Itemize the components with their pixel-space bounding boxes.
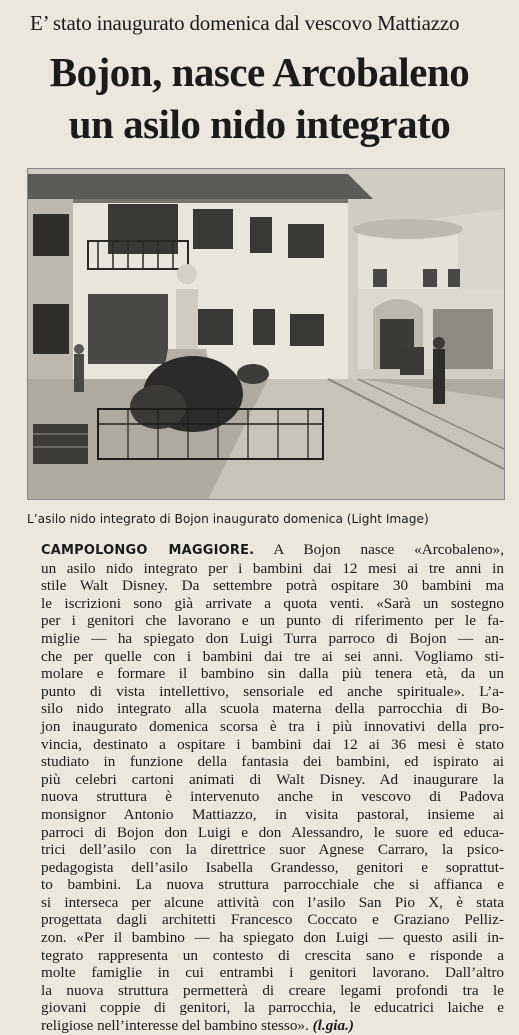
article-dateline: CAMPOLONGO MAGGIORE. — [41, 543, 255, 558]
article-headline — [0, 46, 519, 150]
article-line: miglie — ha spiegato don Luigi Turra parroco di Bojon — an- — [41, 629, 504, 647]
article-line: zon. «Per il bambino — ha spiegato don Luigi — questo asili in- — [41, 929, 504, 947]
article-line: parroci di Bojon don Luigi e don Alessandro, le suore ed educa- — [41, 823, 504, 841]
article-line: silo nido integrato alla scuola materna della parrocchia di Bo- — [41, 700, 504, 718]
article-line: per i genitori che lavorano e un punto di riferimento per le fa- — [41, 612, 504, 630]
article-line: le iscrizioni sono già arrivate a quota venti. «Sarà un sostegno — [41, 594, 504, 612]
article-line: un asilo nido integrato per i bambini dai 12 mesi ai tre anni in — [41, 559, 504, 577]
headline-line-2: un asilo nido integrato — [68, 101, 451, 147]
article-line: giovani coppie di genitori, la parrocchia, le educatrici laiche e — [41, 999, 504, 1017]
article-line: molare e formare il bambino sin dalla più tenera età, da un — [41, 665, 504, 683]
article-line: studiato in funzione della fantasia dei bambini, ed ispirato ai — [41, 753, 504, 771]
article-line: jon inaugurato domenica scorsa è tra i più innovativi della pro- — [41, 717, 504, 735]
article-first-line-text: A Bojon nasce «Arcobaleno», — [254, 541, 505, 558]
article-last-line — [41, 1017, 504, 1035]
article-line: trici dell’asilo con la direttrice suor Agnese Carraro, la psico- — [41, 841, 504, 859]
article-line: to bambini. La nuova struttura parrocchiale che si affianca e — [41, 876, 504, 894]
article-line: monsignor Antonio Mattiazzo, in visita pastoral, insieme ai — [41, 805, 504, 823]
article-kicker: E’ stato inaugurato domenica dal vescovo Mattiazzo — [30, 11, 460, 35]
article-line: pedagogista dell’asilo Isabella Grandesso, genitori e soprattut- — [41, 858, 504, 876]
article-line: stile Walt Disney. Da settembre potrà ospitare 30 bambini ma — [41, 577, 504, 595]
photo-caption: L’asilo nido integrato di Bojon inaugurato domenica (Light Image) — [27, 512, 429, 526]
school-building-photo — [28, 169, 504, 499]
article-line: progettata dagli architetti Francesco Coccato e Graziano Pelliz- — [41, 911, 504, 929]
article-line: punto di vista intellettivo, sensoriale ed anche spirituale». L’a- — [41, 682, 504, 700]
author-signature: (l.gia.) — [308, 1017, 354, 1035]
article-line: la nuova struttura permetterà di creare legami profondi tra le — [41, 981, 504, 999]
article-line: si interseca per alcune attività con l’asilo San Pio X, è stata — [41, 893, 504, 911]
article-line: molte famiglie in cui entrambi i genitori lavorano. Dall’altro — [41, 964, 504, 982]
article-first-line — [41, 541, 504, 560]
article-body — [41, 541, 504, 1035]
article-line: vincia, destinato a ospitare i bambini dai 12 ai 36 mesi è stato — [41, 735, 504, 753]
article-line: più celebri cartoni animati di Walt Disney. Ad inaugurare la — [41, 770, 504, 788]
headline-line-1: Bojon, nasce Arcobaleno — [49, 49, 470, 95]
article-line: che per quelle con i bambini dai tre ai sei anni. Vogliamo sti- — [41, 647, 504, 665]
article-photo — [27, 168, 505, 500]
article-last-line-text: religiose nell’interesse del bambino stesso». — [41, 1017, 309, 1035]
article-line: tegrato rappresenta un contesto di crescita sano e risponde a — [41, 946, 504, 964]
article-line: nuova struttura è intervenuto anche in vescovo di Padova — [41, 788, 504, 806]
